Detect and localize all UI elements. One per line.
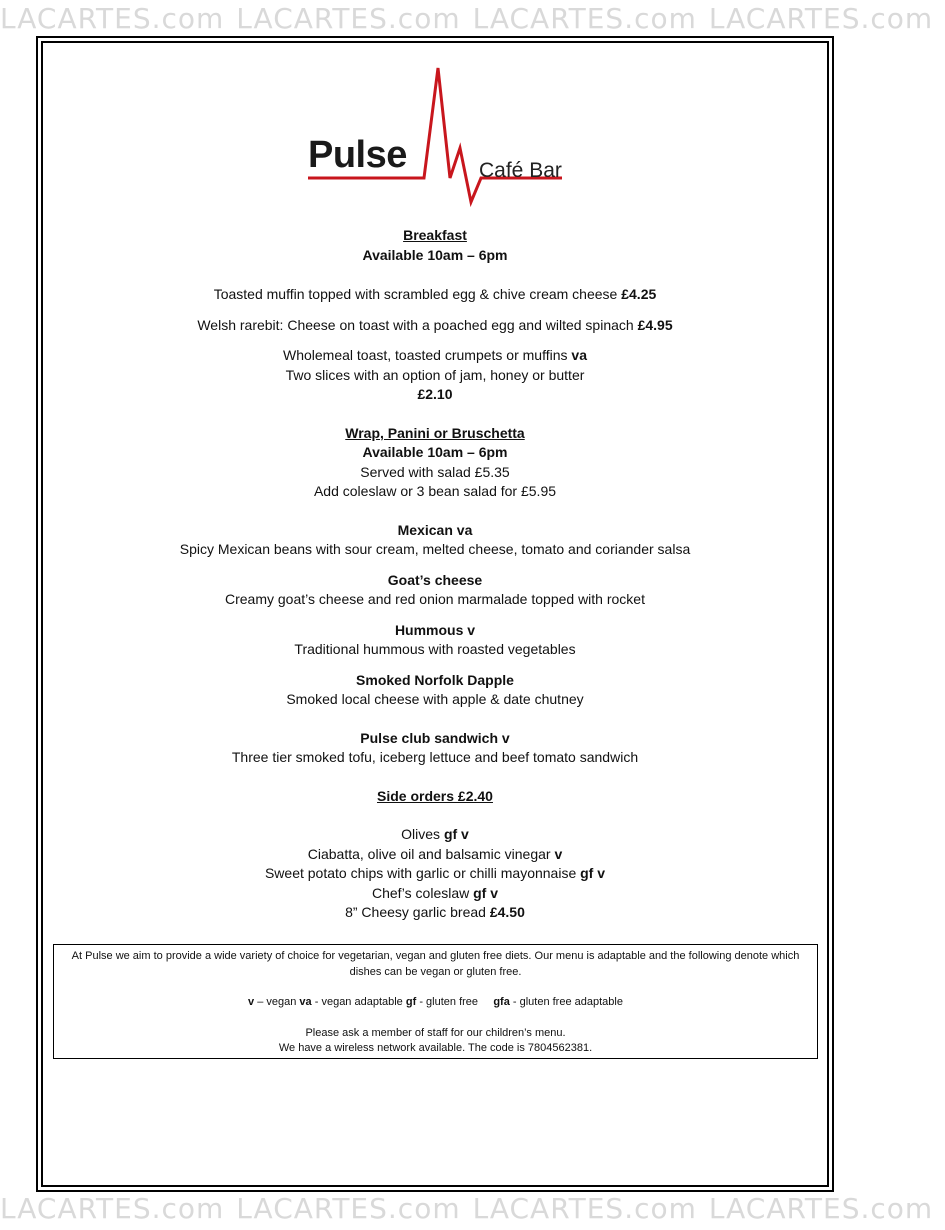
item-description: Traditional hummous with roasted vegetables (294, 641, 576, 657)
wraps-addon: Add coleslaw or 3 bean salad for £5.95 (313, 483, 557, 499)
side-item: Ciabatta, olive oil and balsamic vinegar v (307, 845, 563, 862)
price: £2.10 (417, 386, 453, 402)
sides-title: Side orders £2.40 (377, 787, 493, 804)
notice-children: Please ask a member of staff for our children’s menu. (305, 1026, 566, 1039)
diet-legend: v – vegan va - vegan adaptable gf - gluten free gfa - gluten free adaptable (248, 996, 623, 1008)
breakfast-title: Breakfast (403, 227, 467, 243)
item-name: Mexican va (397, 521, 473, 538)
notice-wifi: We have a wireless network available. The code is 7804562381. (278, 1042, 593, 1054)
wraps-served: Served with salad £5.35 (360, 463, 510, 480)
menu-item: Wholemeal toast, toasted crumpets or muffins va (282, 347, 587, 363)
wraps-title: Wrap, Panini or Bruschetta (345, 424, 525, 441)
watermark-bottom: LACARTES.com LACARTES.com LACARTES.com LACARTES.com (0, 1192, 934, 1225)
pulse-logo (300, 62, 580, 208)
menu-item: Toasted muffin topped with scrambled egg & chive cream cheese £4.25 (213, 286, 657, 302)
item-name: Pulse club sandwich v (360, 729, 510, 746)
price: £4.95 (637, 316, 673, 333)
diet-tag: gf v (580, 865, 606, 881)
item-name: Smoked Norfolk Dapple (356, 671, 514, 688)
price: £4.50 (489, 904, 525, 920)
side-item: Olives gf v (401, 826, 469, 842)
notice-intro: At Pulse we aim to provide a wide variety of choice for vegetarian, vegan and gluten free diets. Our menu is adaptable and the following denote which dishes can be vegan or gluten free. (71, 950, 800, 978)
diet-tag: v (554, 845, 563, 862)
item-description: Creamy goat’s cheese and red onion marmalade topped with rocket (225, 591, 645, 607)
menu-item: Welsh rarebit: Cheese on toast with a poached egg and wilted spinach £4.95 (197, 316, 673, 333)
diet-tag: va (571, 347, 587, 363)
item-description: Smoked local cheese with apple & date chutney (286, 691, 584, 707)
diet-tag: gf v (473, 884, 499, 901)
item-description: Three tier smoked tofu, iceberg lettuce and beef tomato sandwich (231, 749, 639, 765)
logo-name: Pulse (308, 134, 407, 176)
side-item: Chef’s coleslaw gf v (371, 884, 499, 901)
dietary-notice (53, 944, 818, 1059)
price: £4.25 (621, 286, 657, 302)
diet-tag: gf v (443, 826, 469, 842)
side-item: Sweet potato chips with garlic or chilli mayonnaise gf v (264, 865, 606, 881)
item-name: Hummous v (394, 621, 476, 638)
side-item: 8” Cheesy garlic bread £4.50 (345, 904, 525, 920)
breakfast-availability: Available 10am – 6pm (362, 246, 508, 263)
menu-content (60, 226, 810, 923)
item-name: Goat’s cheese (387, 571, 483, 588)
item-description: Two slices with an option of jam, honey or butter (285, 366, 585, 383)
item-description: Spicy Mexican beans with sour cream, melted cheese, tomato and coriander salsa (179, 541, 691, 557)
watermark-top: LACARTES.com LACARTES.com LACARTES.com LACARTES.com (0, 2, 934, 35)
wraps-availability: Available 10am – 6pm (362, 444, 508, 460)
logo-subtitle: Café Bar (479, 159, 562, 182)
